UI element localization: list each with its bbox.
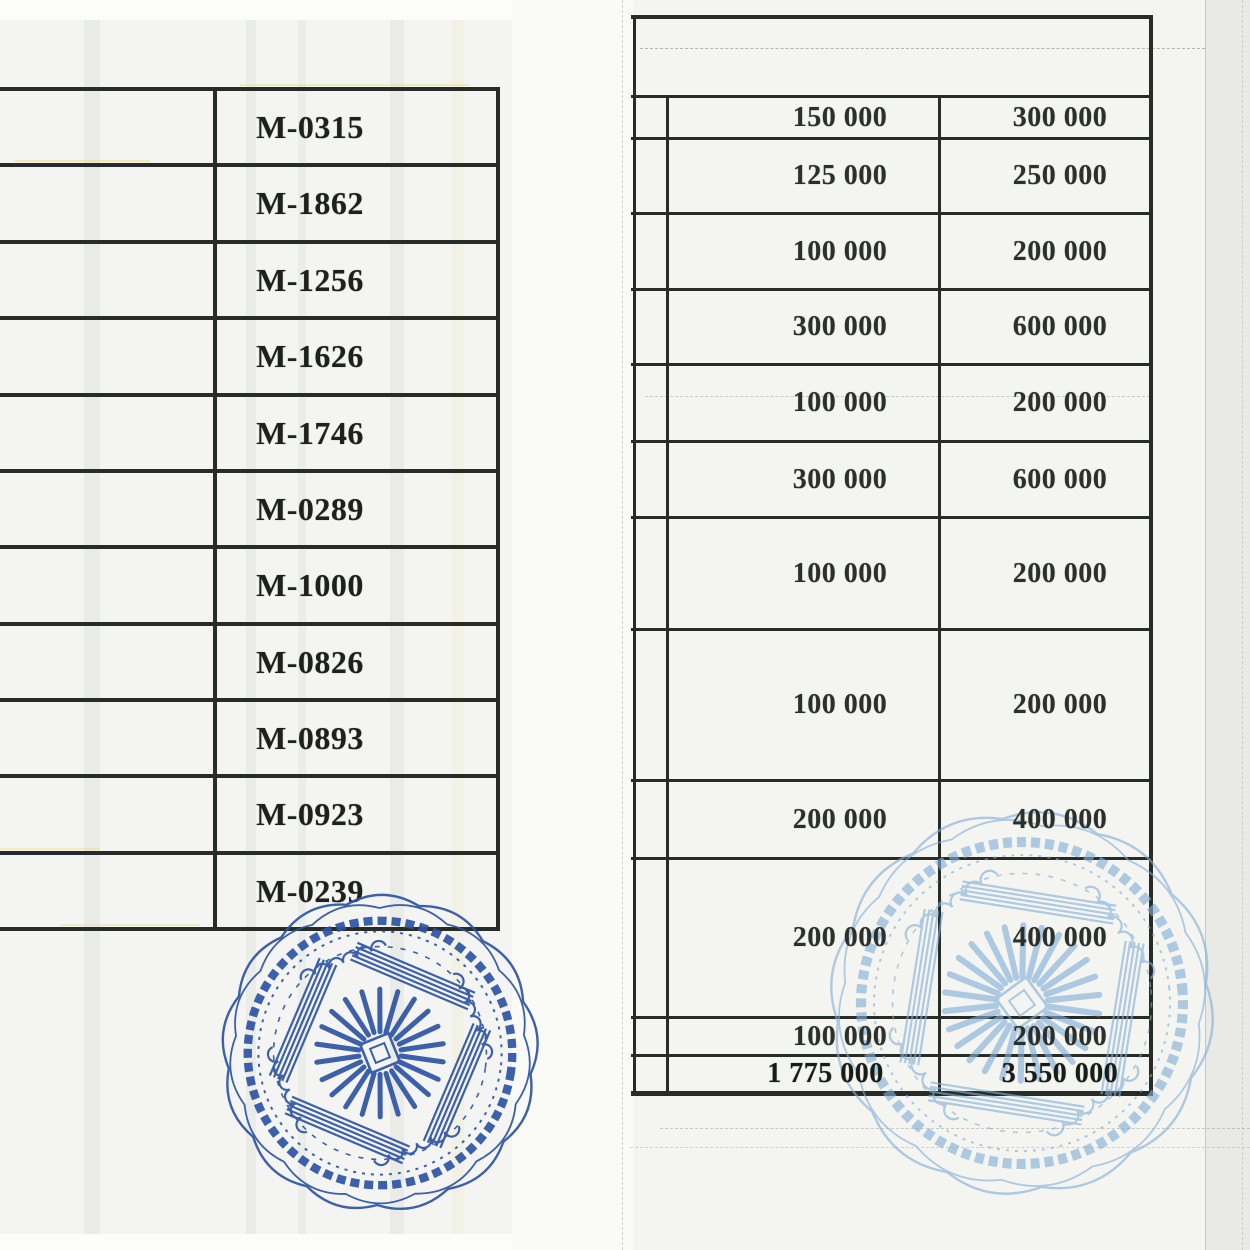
- scan-artifact-line: [640, 48, 1205, 49]
- amount-cell: 100 000: [792, 235, 888, 267]
- amount-cell: 200 000: [1012, 557, 1108, 589]
- code-cell: M-0923: [256, 796, 364, 832]
- scan-color-fringe: [15, 160, 150, 162]
- amount-cell: 150 000: [792, 101, 888, 133]
- amount-cell: 100 000: [792, 689, 888, 720]
- amount-cell: 300 000: [1012, 101, 1108, 133]
- amount-cell: 200 000: [792, 922, 888, 953]
- page-seam-line: [622, 0, 623, 1250]
- amount-cell: 300 000: [792, 463, 888, 495]
- amount-cell: 600 000: [1012, 311, 1108, 342]
- amount-cell: 200 000: [1012, 689, 1108, 720]
- amount-cell: 200 000: [792, 803, 888, 835]
- code-cell: M-0315: [256, 108, 364, 145]
- amount-cell: 600 000: [1012, 463, 1108, 495]
- scan-streak: [84, 20, 100, 1234]
- code-cell: M-0826: [256, 643, 364, 680]
- code-cell: M-0239: [256, 872, 364, 909]
- amount-cell: 100 000: [792, 1020, 888, 1052]
- amount-cell: 400 000: [1012, 922, 1108, 953]
- table-line: [496, 87, 500, 931]
- code-cell: M-1000: [256, 567, 364, 603]
- amount-cell: 300 000: [792, 311, 888, 342]
- total-amount-cell: 1 775 000: [767, 1058, 884, 1089]
- amount-cell: 125 000: [792, 160, 888, 191]
- code-cell: M-1862: [256, 185, 364, 221]
- code-cell: M-1626: [256, 338, 364, 374]
- scan-artifact-line: [1242, 0, 1243, 1250]
- code-cell: M-1746: [256, 414, 364, 451]
- code-cell: M-0289: [256, 490, 364, 527]
- amount-cell: 200 000: [1012, 235, 1108, 267]
- amount-cell: 100 000: [792, 387, 888, 418]
- scan-color-fringe: [0, 848, 100, 850]
- amount-cell: 400 000: [1012, 803, 1108, 835]
- total-amount-cell: 3 550 000: [1001, 1058, 1119, 1089]
- code-cell: M-0893: [256, 719, 364, 756]
- code-cell: M-1256: [256, 261, 364, 298]
- amount-cell: 250 000: [1012, 160, 1108, 191]
- table-line: [631, 15, 1153, 19]
- amount-cell: 100 000: [792, 557, 888, 589]
- amount-cell: 200 000: [1012, 1020, 1108, 1052]
- amount-cell: 200 000: [1012, 387, 1108, 418]
- scan-color-fringe: [240, 84, 470, 86]
- table-line: [633, 15, 636, 1094]
- table-line: [666, 95, 669, 1094]
- blue-round-seal-stamp: [195, 880, 575, 1250]
